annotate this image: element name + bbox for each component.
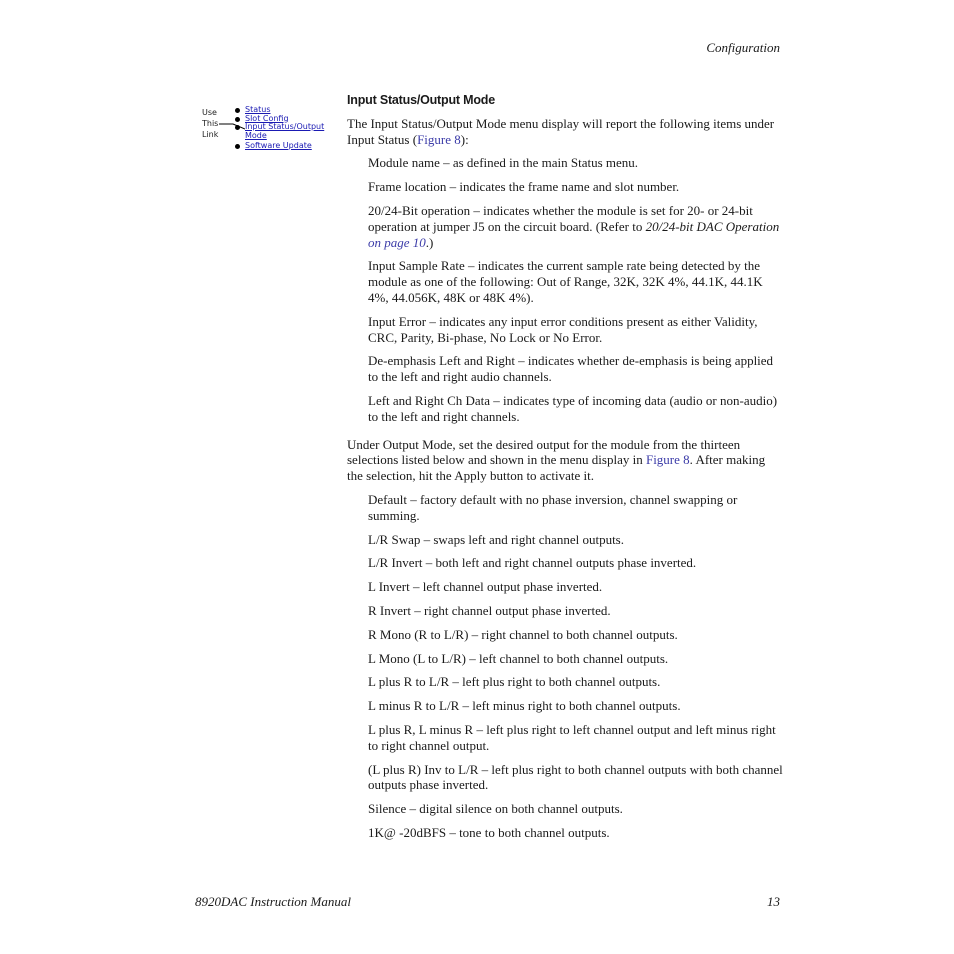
output-item: L plus R to L/R – left plus right to both channel outputs. — [368, 674, 661, 690]
use-this-link-label: Use This Link — [202, 108, 219, 139]
nav-link-status[interactable]: Status — [235, 106, 324, 115]
output-mode-paragraph: Under Output Mode, set the desired output for the module from the thirteen selections listed below and shown in the menu display in Figure 8. After making the selection, hit the Apply button to activate it. — [347, 436, 766, 484]
input-item-bit-operation: 20/24-Bit operation – indicates whether the module is set for 20- or 24-bit operation at jumper J5 on the circuit board. (Refer to 20/24-bit DAC Operation on page 10.) — [368, 202, 780, 250]
output-item: R Invert – right channel output phase inverted. — [368, 602, 611, 618]
nav-link-slot-config[interactable]: Slot Config — [235, 115, 324, 124]
output-item: R Mono (R to L/R) – right channel to both channel outputs. — [368, 626, 678, 642]
nav-link-list — [235, 106, 324, 151]
figure-8-link[interactable]: Figure 8 — [645, 452, 690, 468]
section-title: Input Status/Output Mode — [347, 93, 495, 107]
page-number: 13 — [767, 894, 780, 909]
nav-link-input-status-output-mode[interactable]: Input Status/Output Mode — [235, 123, 324, 140]
figure-8-link[interactable]: Figure 8 — [417, 131, 461, 147]
bullet-icon — [235, 144, 240, 149]
output-item: Default – factory default with no phase inversion, channel swapping or summing. — [368, 491, 738, 523]
intro-paragraph: The Input Status/Output Mode menu display will report the following items under Input Status (Figure 8): — [347, 115, 775, 147]
input-item: Left and Right Ch Data – indicates type of incoming data (audio or non-audio) to the left and right channels. — [368, 392, 778, 424]
bullet-icon — [235, 117, 240, 122]
input-item: Module name – as defined in the main Status menu. — [368, 155, 639, 171]
nav-link-software-update[interactable]: Software Update — [235, 142, 324, 151]
output-item: L/R Invert – both left and right channel outputs phase inverted. — [368, 555, 697, 571]
output-item: L Invert – left channel output phase inverted. — [368, 579, 603, 595]
output-item: L plus R, L minus R – left plus right to left channel output and left minus right to right channel output. — [368, 721, 776, 753]
output-item: 1K@ -20dBFS – tone to both channel outputs. — [368, 824, 610, 840]
output-item: (L plus R) Inv to L/R – left plus right to both channel outputs with both channel outputs phase inverted. — [368, 761, 783, 793]
input-item: Frame location – indicates the frame name and slot number. — [368, 179, 680, 195]
output-item: L Mono (L to L/R) – left channel to both channel outputs. — [368, 650, 669, 666]
main-content — [347, 93, 783, 849]
output-item: L/R Swap – swaps left and right channel outputs. — [368, 531, 624, 547]
input-item: De-emphasis Left and Right – indicates whether de-emphasis is being applied to the left and right audio channels. — [368, 353, 774, 385]
output-item: Silence – digital silence on both channel outputs. — [368, 801, 623, 817]
input-item: Input Sample Rate – indicates the current sample rate being detected by the module as one of the following: Out of Range, 32K, 32K 4%, 44.1K, 44.1K 4%, 44.056K, 48K or 48K 4%). — [368, 258, 763, 305]
bullet-icon — [235, 108, 240, 113]
nav-menu-graphic — [199, 104, 327, 158]
page-10-link[interactable]: on page 10 — [368, 234, 426, 250]
bullet-icon — [235, 125, 240, 130]
input-item: Input Error – indicates any input error conditions present as either Validity, CRC, Parity, Bi-phase, No Lock or No Error. — [368, 313, 758, 345]
running-header: Configuration — [706, 40, 780, 55]
footer-manual-title: 8920DAC Instruction Manual — [195, 894, 351, 909]
output-item: L minus R to L/R – left minus right to both channel outputs. — [368, 698, 681, 714]
